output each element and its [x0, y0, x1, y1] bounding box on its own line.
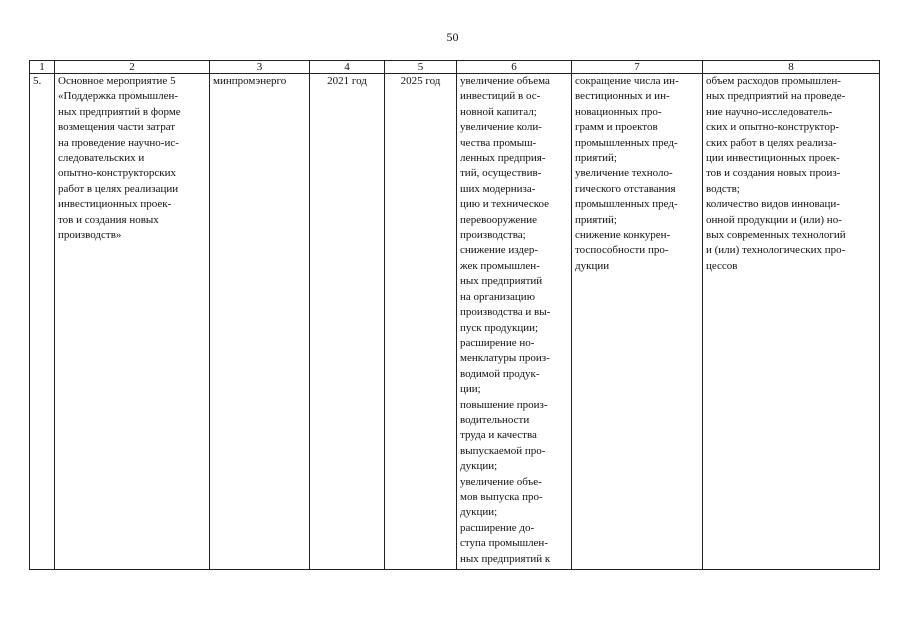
- cell-line: ных предприятий на проведе-: [706, 90, 846, 103]
- cell-line: тов и создания новых: [58, 213, 159, 226]
- cell-line: «Поддержка промышлен-: [58, 90, 179, 103]
- cell-line: ских работ в целях реализа-: [706, 136, 837, 149]
- cell-consequences: [572, 74, 703, 570]
- cell-line: приятий;: [575, 213, 617, 226]
- cell-line: дукции;: [460, 460, 498, 473]
- cell-line: онной продукции и (или) но-: [706, 213, 842, 226]
- cell-indicators: [703, 74, 880, 570]
- cell-line: снижение издер-: [460, 244, 539, 257]
- cell-line: увеличение коли-: [460, 121, 542, 134]
- cell-line: ние научно-исследователь-: [706, 105, 833, 118]
- cell-line: на организацию: [460, 290, 535, 303]
- cell-line: вых современных технологий: [706, 229, 846, 242]
- cell-line: расширение до-: [460, 521, 535, 534]
- cell-line: увеличение техноло-: [575, 167, 673, 180]
- cell-line: сокращение числа ин-: [575, 75, 679, 87]
- header-col-7: 7: [572, 61, 703, 74]
- cell-line: перевооружение: [460, 213, 537, 226]
- cell-line: вестиционных и ин-: [575, 90, 670, 103]
- cell-line: приятий;: [575, 152, 617, 165]
- header-row: [30, 61, 880, 74]
- cell-line: работ в целях реализации: [58, 182, 179, 195]
- measures-table: [29, 60, 880, 570]
- cell-line: опытно-конструкторских: [58, 167, 176, 180]
- cell-line: дукции;: [460, 506, 498, 519]
- cell-line: новной капитал;: [460, 105, 537, 118]
- cell-number: 5.: [30, 74, 55, 570]
- cell-line: объем расходов промышлен-: [706, 75, 841, 87]
- cell-line: водств;: [706, 182, 740, 195]
- cell-line: производств»: [58, 229, 122, 242]
- cell-line: производства и вы-: [460, 306, 551, 319]
- cell-line: следовательских и: [58, 152, 145, 165]
- cell-line: труда и качества: [460, 429, 537, 442]
- cell-line: дукции: [575, 259, 610, 272]
- cell-line: ных предприятий: [460, 275, 543, 288]
- cell-expected-results: [457, 74, 572, 570]
- cell-line: количество видов инноваци-: [706, 198, 840, 211]
- cell-line: ступа промышлен-: [460, 537, 548, 550]
- header-col-6: 6: [457, 61, 572, 74]
- cell-line: расширение но-: [460, 336, 535, 349]
- header-col-5: 5: [385, 61, 457, 74]
- cell-line: промышленных пред-: [575, 136, 678, 149]
- cell-line: пуск продукции;: [460, 321, 539, 334]
- cell-line: водительности: [460, 413, 530, 426]
- cell-line: цессов: [706, 259, 738, 272]
- cell-line: тий, осуществив-: [460, 167, 542, 180]
- cell-line: водимой продук-: [460, 367, 540, 380]
- cell-line: новационных про-: [575, 105, 662, 118]
- cell-line: выпускаемой про-: [460, 444, 546, 457]
- table-row: [30, 74, 880, 570]
- header-col-1: 1: [30, 61, 55, 74]
- cell-executor: минпромэнерго: [210, 74, 310, 570]
- cell-line: менклатуры произ-: [460, 352, 550, 365]
- cell-line: гического отставания: [575, 182, 676, 195]
- cell-line: грамм и проектов: [575, 121, 658, 134]
- header-col-4: 4: [310, 61, 385, 74]
- cell-start-year: 2021 год: [310, 74, 385, 570]
- cell-end-year: 2025 год: [385, 74, 457, 570]
- cell-measure-name: [55, 74, 210, 570]
- cell-line: ных предприятий в форме: [58, 105, 181, 118]
- cell-line: тоспособности про-: [575, 244, 669, 257]
- cell-line: цию и техническое: [460, 198, 550, 211]
- cell-line: возмещения части затрат: [58, 121, 176, 134]
- cell-line: снижение конкурен-: [575, 229, 671, 242]
- cell-line: тов и создания новых произ-: [706, 167, 841, 180]
- cell-line: увеличение объема: [460, 75, 550, 87]
- cell-line: на проведение научно-ис-: [58, 136, 179, 149]
- page-number: 50: [446, 30, 459, 44]
- cell-line: промышленных пред-: [575, 198, 678, 211]
- header-col-8: 8: [703, 61, 880, 74]
- cell-line: жек промышлен-: [460, 259, 540, 272]
- cell-line: инвестиционных проек-: [58, 198, 172, 211]
- cell-line: инвестиций в ос-: [460, 90, 541, 103]
- cell-line: увеличение объе-: [460, 475, 542, 488]
- cell-line: ших модерниза-: [460, 182, 536, 195]
- header-col-3: 3: [210, 61, 310, 74]
- cell-line: производства;: [460, 229, 526, 242]
- header-col-2: 2: [55, 61, 210, 74]
- cell-line: ции;: [460, 383, 481, 396]
- cell-line: ции инвестиционных проек-: [706, 152, 840, 165]
- cell-line: ных предприятий к: [460, 552, 551, 565]
- cell-line: Основное мероприятие 5: [58, 75, 176, 87]
- cell-line: повышение произ-: [460, 398, 548, 411]
- cell-line: ских и опытно-конструктор-: [706, 121, 840, 134]
- cell-line: ленных предприя-: [460, 152, 546, 165]
- cell-line: и (или) технологических про-: [706, 244, 846, 257]
- cell-line: мов выпуска про-: [460, 490, 543, 503]
- cell-line: чества промыш-: [460, 136, 537, 149]
